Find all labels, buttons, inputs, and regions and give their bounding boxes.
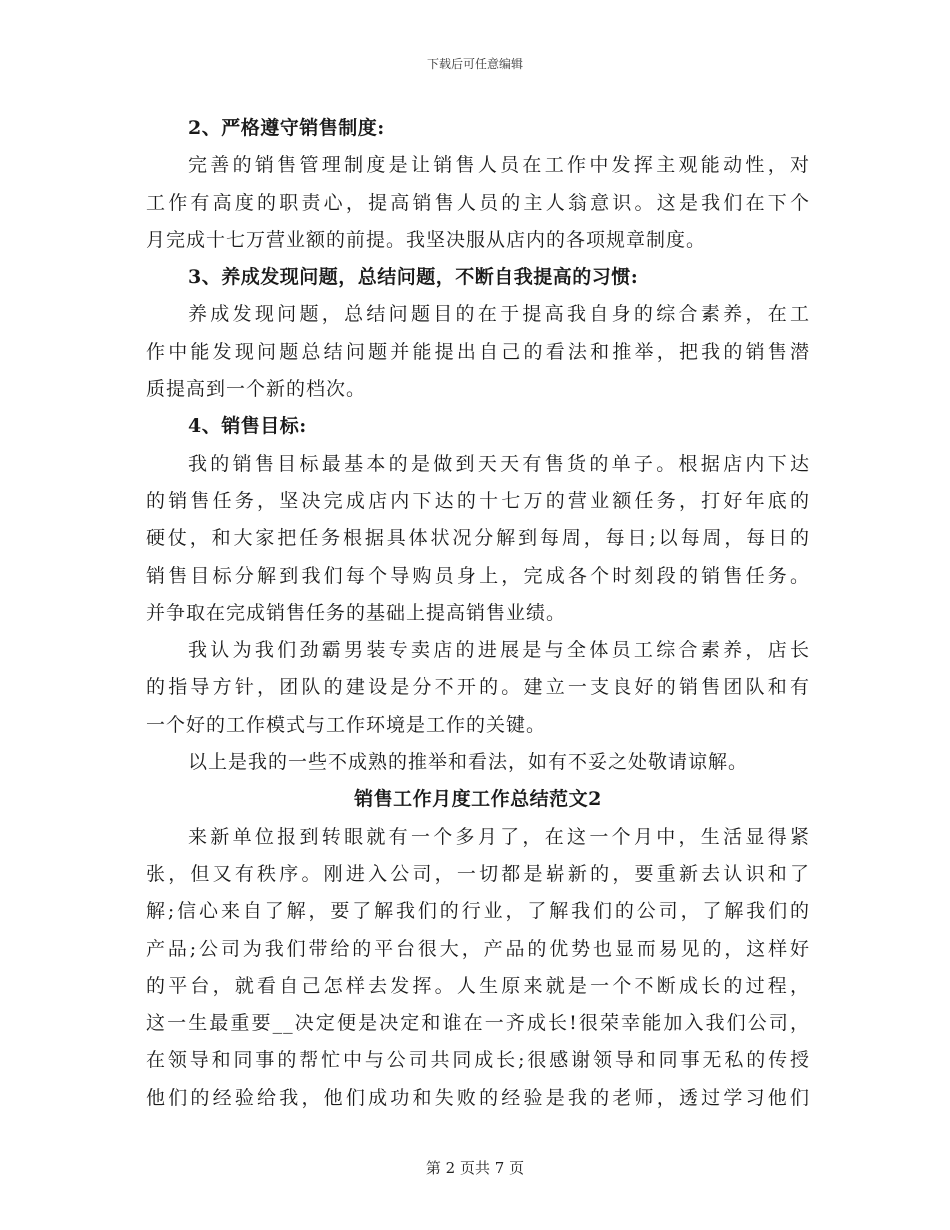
paragraph-line: 作中能发现问题总结问题并能提出自己的看法和推举，把我的销售潜 xyxy=(146,340,810,363)
paragraph-line: 硬仗，和大家把任务根据具体状况分解到每周，每日;以每周，每日的 xyxy=(146,527,810,550)
paragraph-line: 以上是我的一些不成熟的推举和看法，如有不妥之处敬请谅解。 xyxy=(188,751,749,774)
section-heading-4: 4、销售目标: xyxy=(188,415,307,438)
paragraph-line: 张，但又有秩序。刚进入公司，一切都是崭新的，要重新去认识和了 xyxy=(146,862,810,885)
paragraph-line: 并争取在完成销售任务的基础上提高销售业绩。 xyxy=(146,601,567,624)
paragraph-line: 一个好的工作模式与工作环境是工作的关键。 xyxy=(146,713,547,736)
page-footer: 第 2 页共 7 页 xyxy=(425,1159,525,1177)
paragraph-line: 工作有高度的职责心，提高销售人员的主人翁意识。这是我们在下个 xyxy=(146,191,810,214)
document-body xyxy=(146,110,810,1117)
document-title: 销售工作月度工作总结范文2 xyxy=(354,788,602,811)
paragraph-line: 的平台，就看自己怎样去发挥。人生原来就是一个不断成长的过程， xyxy=(146,974,810,997)
paragraph-line: 来新单位报到转眼就有一个多月了，在这一个月中，生活显得紧 xyxy=(188,825,810,848)
section-heading-3: 3、养成发现问题，总结问题，不断自我提高的习惯: xyxy=(188,266,639,289)
paragraph-line: 销售目标分解到我们每个导购员身上，完成各个时刻段的销售任务。 xyxy=(146,564,810,587)
paragraph-line: 他们的经验给我，他们成功和失败的经验是我的老师，透过学习他们 xyxy=(146,1086,810,1109)
paragraph-line: 质提高到一个新的档次。 xyxy=(146,378,367,401)
paragraph-line: 我的销售目标最基本的是做到天天有售货的单子。根据店内下达 xyxy=(188,452,810,475)
paragraph-line: 完善的销售管理制度是让销售人员在工作中发挥主观能动性，对 xyxy=(188,154,810,177)
paragraph-line: 在领导和同事的帮忙中与公司共同成长;很感谢领导和同事无私的传授 xyxy=(146,1049,810,1072)
paragraph-line: 这一生最重要__决定便是决定和谁在一齐成长!很荣幸能加入我们公司， xyxy=(146,1012,810,1035)
paragraph-line: 我认为我们劲霸男装专卖店的进展是与全体员工综合素养，店长 xyxy=(188,639,810,662)
paragraph-line: 月完成十七万营业额的前提。我坚决服从店内的各项规章制度。 xyxy=(146,228,707,251)
page-header: 下载后可任意编辑 xyxy=(426,57,523,71)
paragraph-line: 的指导方针，团队的建设是分不开的。建立一支良好的销售团队和有 xyxy=(146,676,810,699)
paragraph-line: 的销售任务，坚决完成店内下达的十七万的营业额任务，打好年底的 xyxy=(146,489,810,512)
paragraph-line: 养成发现问题，总结问题目的在于提高我自身的综合素养，在工 xyxy=(188,303,810,326)
paragraph-line: 解;信心来自了解，要了解我们的行业，了解我们的公司，了解我们的 xyxy=(146,900,810,923)
paragraph-line: 产品;公司为我们带给的平台很大，产品的优势也显而易见的，这样好 xyxy=(146,937,810,960)
section-heading-2: 2、严格遵守销售制度: xyxy=(188,117,385,139)
